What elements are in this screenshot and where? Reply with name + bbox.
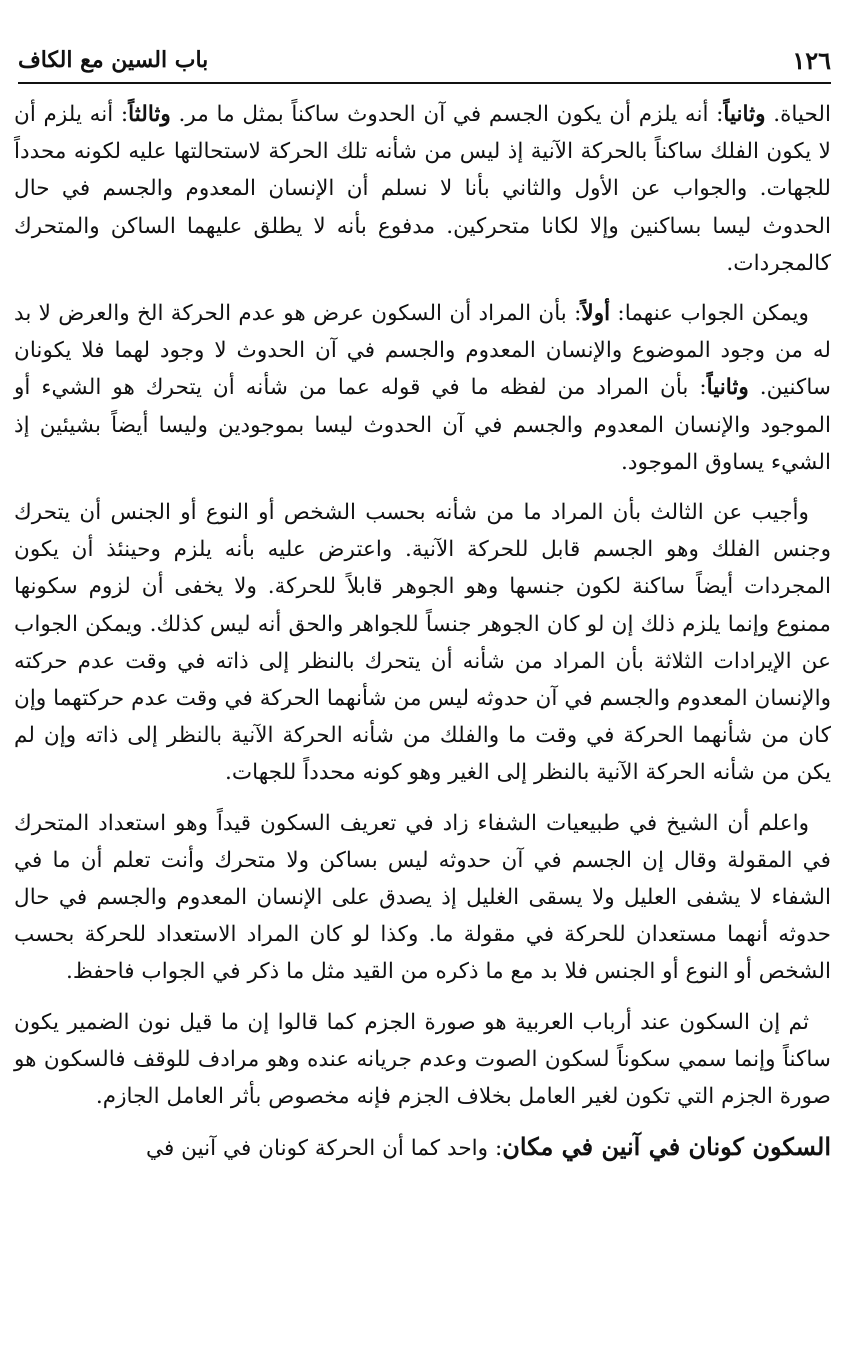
page-number: ١٢٦ (792, 45, 831, 75)
text-run: واعلم أن الشيخ في طبيعيات الشفاء زاد في تعريف السكون قيداً وهو استعداد المتحرك في المقولة وقال إن الجسم في آن حدوثه ليس بساكن ولا متحرك وأنت تعلم أن ما في الشفاء لا يشفى العليل ولا يسقى الغليل إذ يصدق على الإنسان المعدوم والجسم في حال حدوثه أنهما مستعدان للحركة في مقولة ما. وكذا لو كان المراد الاستعداد للحركة بحسب الشخص أو النوع أو الجنس فلا بد مع ما ذكره من القيد مثل ما ذكر في الجواب فاحفظ. (14, 810, 831, 985)
page-header (18, 38, 831, 84)
paragraph (14, 96, 831, 282)
text-run: : بأن المراد أن السكون عرض هو عدم الحركة الخ والعرض لا بد له من وجود الموضوع والإنسان المعدوم والجسم في آن الحدوث لا وجود لهما فلا يكونان ساكنين. (14, 301, 831, 401)
text-run: : واحد كما أن الحركة كونان في آنين في (145, 1136, 503, 1162)
entry-term: السكون كونان في آنين في مكان (502, 1132, 831, 1162)
text-run: ثم إن السكون عند أرباب العربية هو صورة الجزم كما قالوا إن ما قيل نون الضمير يكون ساكناً وإنما سمي سكوناً لسكون الصوت وعدم جريانه عنده وهو مرادف للوقف فالسكون هو صورة الجزم التي تكون لغير العامل بخلاف الجزم فإنه مخصوص بأثر العامل الجازم. (14, 1009, 831, 1110)
page-body (14, 96, 831, 1180)
text-run: ويمكن الجواب عنهما: (610, 301, 809, 327)
bold-term: أولاً (581, 301, 611, 327)
paragraph (14, 295, 831, 481)
paragraph (14, 494, 831, 792)
text-run: : بأن المراد من لفظه ما في قوله عما من شأنه أن يتحرك هو الشيء أو الموجود والإنسان المعدوم والجسم في آن الحدوث ليسا بموجودين وليسا أيضاً بشيئين إذ الشيء يساوق الموجود. (14, 375, 831, 475)
text-run: : أنه يلزم أن يكون الجسم في آن الحدوث ساكناً بمثل ما مر. (170, 102, 724, 127)
text-run: : أنه يلزم أن لا يكون الفلك ساكناً بالحركة الآنية إذ ليس من شأنه تلك الحركة لاستحالتها عليه لكونه محدداً للجهات. والجواب عن الأول والثاني بأنا لا نسلم أن الإنسان المعدوم والجسم في حال الحدوث ليسا بساكنين وإلا لكانا متحركين. مدفوع بأنه لا يطلق عليهما الساكن والمتحرك كالمجردات. (14, 102, 831, 276)
paragraph (14, 805, 831, 991)
bold-term: وثانياً (723, 102, 766, 127)
text-run: وأجيب عن الثالث بأن المراد ما من شأنه بحسب الشخص أو النوع أو الجنس أن يتحرك وجنس الفلك وهو الجسم قابل للحركة الآنية. واعترض عليه بأنه يلزم وحينئذ أن يكون المجردات أيضاً ساكنة لكون جنسها وهو الجوهر قابلاً للحركة. ولا يخفى أن لزوم سكونها ممنوع وإنما يلزم ذلك إن لو كان الجوهر جنساً للجواهر والحق أنه ليس كذلك. ويمكن الجواب عن الإيرادات الثلاثة بأن المراد من شأنه أن يتحرك بالنظر إلى ذاته في وقت عدم حركته والإنسان المعدوم والجسم في آن حدوثه ليس من شأنهما الحركة في وقت عدم حركتهما وإن كان من شأنهما الحركة في وقت ما والفلك من شأنه الحركة الآنية بالنظر إلى ذاته وإن لم يكن من شأنه الحركة الآنية بالنظر إلى الغير وهو كونه محدداً للجهات. (14, 500, 831, 786)
chapter-title: باب السين مع الكاف (18, 47, 209, 73)
bold-term: وثانياً (706, 375, 749, 401)
text-run: الحياة. (765, 102, 831, 127)
bold-term: وثالثاً (128, 102, 171, 127)
paragraph-entry (14, 1128, 831, 1167)
paragraph (14, 1004, 831, 1116)
